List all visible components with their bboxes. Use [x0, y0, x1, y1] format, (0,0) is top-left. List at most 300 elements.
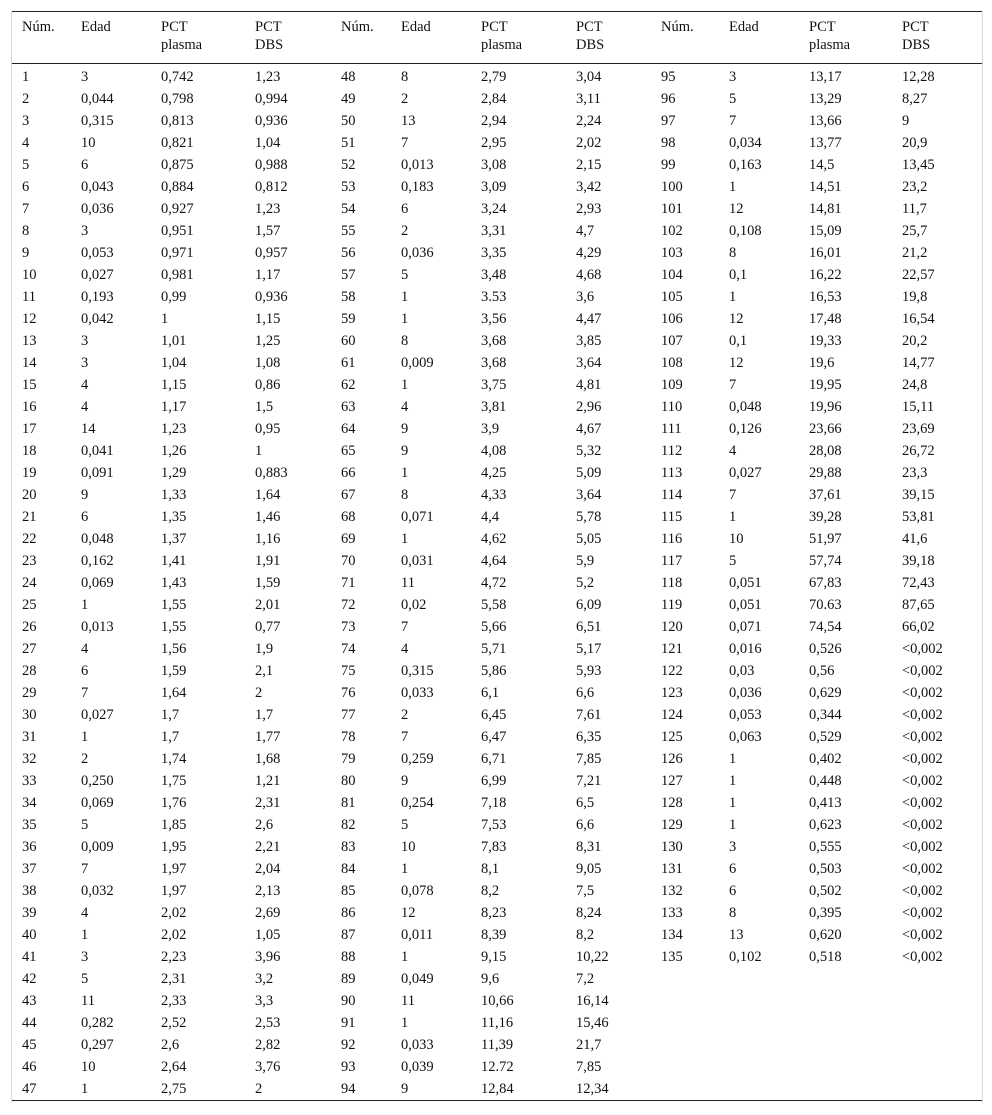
table-cell: 0,99: [161, 289, 187, 305]
table-cell: 5,32: [576, 443, 602, 459]
table-row: [12, 132, 982, 154]
table-cell: 0,994: [255, 91, 288, 107]
table-row: [12, 264, 982, 286]
table-cell: 101: [661, 201, 683, 217]
table-row: [12, 396, 982, 418]
table-cell: 16,54: [902, 311, 935, 327]
column-header: Edad: [81, 19, 111, 35]
table-row: [12, 330, 982, 352]
table-cell: 0,620: [809, 927, 842, 943]
table-cell: 15: [22, 377, 37, 393]
table-cell: 7: [401, 135, 409, 151]
table-cell: 12: [729, 311, 744, 327]
table-cell: 1,04: [255, 135, 281, 151]
table-cell: 5: [729, 553, 737, 569]
table-cell: 1,26: [161, 443, 187, 459]
table-cell: 0,009: [81, 839, 114, 855]
table-cell: 0,448: [809, 773, 842, 789]
column-header: PCT plasma: [161, 19, 203, 53]
table-cell: 105: [661, 289, 683, 305]
table-cell: 8: [401, 333, 409, 349]
table-cell: 108: [661, 355, 683, 371]
table-row: [12, 154, 982, 176]
table-cell: 123: [661, 685, 683, 701]
table-cell: 7,85: [576, 751, 602, 767]
table-cell: 13: [22, 333, 37, 349]
table-cell: 26,72: [902, 443, 935, 459]
table-cell: 1: [81, 927, 89, 943]
table-cell: 0,027: [729, 465, 762, 481]
table-cell: 23: [22, 553, 37, 569]
table-row: [12, 198, 982, 220]
table-cell: [651, 1034, 719, 1056]
table-cell: 0,053: [729, 707, 762, 723]
table-cell: 3: [22, 113, 30, 129]
table-cell: 127: [661, 773, 683, 789]
table-cell: 2: [255, 685, 263, 701]
header-row: [12, 12, 982, 64]
table-cell: 95: [661, 69, 676, 85]
table-cell: 52: [341, 157, 356, 173]
table-cell: 2: [22, 91, 30, 107]
table-row: [12, 308, 982, 330]
table-cell: [719, 1078, 799, 1101]
table-cell: 1: [161, 311, 169, 327]
table-cell: 2,31: [161, 971, 187, 987]
table-cell: 3,81: [481, 399, 507, 415]
table-row: [12, 748, 982, 770]
table-row: [12, 572, 982, 594]
table-cell: 0,981: [161, 267, 194, 283]
table-cell: 99: [661, 157, 676, 173]
table-cell: [799, 1034, 892, 1056]
table-cell: 0,297: [81, 1037, 114, 1053]
table-cell: 13,66: [809, 113, 842, 129]
table-cell: 9: [81, 487, 89, 503]
table-cell: 0,629: [809, 685, 842, 701]
table-cell: 3,96: [255, 949, 281, 965]
table-cell: 119: [661, 597, 683, 613]
table-cell: 19,96: [809, 399, 842, 415]
table-row: [12, 220, 982, 242]
table-cell: 50: [341, 113, 356, 129]
table-cell: 0,069: [81, 795, 114, 811]
table-cell: 113: [661, 465, 683, 481]
table-cell: 2,33: [161, 993, 187, 1009]
table-cell: 2,02: [161, 927, 187, 943]
column-header: Núm.: [22, 19, 55, 35]
table-cell: 129: [661, 817, 683, 833]
table-cell: 1,55: [161, 597, 187, 613]
table-cell: 5,58: [481, 597, 507, 613]
table-cell: 14,5: [809, 157, 835, 173]
table-cell: 4: [81, 641, 89, 657]
table-cell: 96: [661, 91, 676, 107]
table-cell: 70: [341, 553, 356, 569]
table-cell: 3,68: [481, 333, 507, 349]
table-cell: 34: [22, 795, 37, 811]
table-cell: <0,002: [902, 817, 943, 833]
table-cell: 1: [729, 773, 737, 789]
table-cell: 0,254: [401, 795, 434, 811]
table-cell: 3,85: [576, 333, 602, 349]
table-cell: 2,02: [161, 905, 187, 921]
table-cell: 19,33: [809, 333, 842, 349]
table-cell: 82: [341, 817, 356, 833]
table-cell: 2,93: [576, 201, 602, 217]
table-row: [12, 902, 982, 924]
table-row: [12, 858, 982, 880]
table-row: [12, 660, 982, 682]
table-cell: 30: [22, 707, 37, 723]
table-cell: <0,002: [902, 905, 943, 921]
table-cell: 7,5: [576, 883, 595, 899]
table-cell: 4,33: [481, 487, 507, 503]
table-cell: 38: [22, 883, 37, 899]
table-cell: 6,35: [576, 729, 602, 745]
table-cell: 15,09: [809, 223, 842, 239]
table-cell: 0,069: [81, 575, 114, 591]
table-cell: 10: [81, 135, 96, 151]
table-cell: 1,74: [161, 751, 187, 767]
table-cell: 11: [401, 993, 415, 1009]
table-cell: 16,53: [809, 289, 842, 305]
table-cell: 3,75: [481, 377, 507, 393]
table-cell: 1,64: [161, 685, 187, 701]
table-cell: 4,7: [576, 223, 595, 239]
table-cell: 4,68: [576, 267, 602, 283]
table-cell: 2,31: [255, 795, 281, 811]
table-cell: 6,09: [576, 597, 602, 613]
table-cell: 41,6: [902, 531, 928, 547]
table-cell: 2,96: [576, 399, 602, 415]
table-cell: [799, 1078, 892, 1101]
table-row: [12, 462, 982, 484]
table-cell: 12: [401, 905, 416, 921]
table-cell: 83: [341, 839, 356, 855]
table-cell: 69: [341, 531, 356, 547]
table-cell: 8,2: [481, 883, 500, 899]
table-cell: 1: [401, 861, 409, 877]
table-body: [12, 64, 982, 1101]
table-cell: 10: [22, 267, 37, 283]
table-cell: 10,66: [481, 993, 514, 1009]
table-cell: [651, 1012, 719, 1034]
table-cell: 12,84: [471, 1078, 566, 1101]
table-cell: 5: [81, 971, 89, 987]
table-cell: 20: [22, 487, 37, 503]
table-cell: 5,2: [576, 575, 595, 591]
table-cell: 4: [81, 377, 89, 393]
table-cell: [799, 1056, 892, 1078]
table-cell: 86: [341, 905, 356, 921]
table-cell: 0,034: [729, 135, 762, 151]
table-cell: 9: [401, 773, 409, 789]
table-cell: 3,09: [481, 179, 507, 195]
table-cell: 70.63: [809, 597, 842, 613]
column-header: PCT DBS: [576, 19, 605, 53]
table-cell: 2,01: [255, 597, 281, 613]
table-cell: <0,002: [902, 949, 943, 965]
table-row: [12, 506, 982, 528]
table-cell: 3,9: [481, 421, 500, 437]
table-cell: 8,39: [481, 927, 507, 943]
table-cell: 0,518: [809, 949, 842, 965]
table-cell: 1: [401, 531, 409, 547]
table-cell: 3,48: [481, 267, 507, 283]
table-cell: 0,031: [401, 553, 434, 569]
table-cell: 0,813: [161, 113, 194, 129]
table-cell: 0,071: [729, 619, 762, 635]
table-cell: 2,82: [255, 1037, 281, 1053]
table-cell: [651, 1056, 719, 1078]
table-cell: 11: [81, 993, 95, 1009]
table-cell: 0,041: [81, 443, 114, 459]
table-cell: 31: [22, 729, 37, 745]
table-cell: 32: [22, 751, 37, 767]
table-cell: 0,051: [729, 597, 762, 613]
table-cell: [892, 990, 982, 1012]
table-cell: 115: [661, 509, 683, 525]
table-cell: 72: [341, 597, 356, 613]
table-cell: 6,51: [576, 619, 602, 635]
table-cell: 1,95: [161, 839, 187, 855]
table-cell: 7,61: [576, 707, 602, 723]
table-cell: 19: [22, 465, 37, 481]
table-cell: 7: [401, 729, 409, 745]
table-cell: 2,23: [161, 949, 187, 965]
table-cell: 1,57: [255, 223, 281, 239]
table-cell: 18: [22, 443, 37, 459]
table-cell: 40: [22, 927, 37, 943]
table-cell: 1,7: [161, 729, 180, 745]
table-cell: 4: [22, 135, 30, 151]
table-row: [12, 484, 982, 506]
table-cell: 3,2: [255, 971, 274, 987]
table-cell: 1,97: [161, 861, 187, 877]
table-cell: 4,64: [481, 553, 507, 569]
table-cell: 6: [81, 663, 89, 679]
column-header: Edad: [401, 19, 431, 35]
table-cell: 0,011: [401, 927, 434, 943]
table-cell: 0,013: [81, 619, 114, 635]
table-cell: 0,413: [809, 795, 842, 811]
table-cell: 16,14: [576, 993, 609, 1009]
table-cell: 2,6: [161, 1037, 180, 1053]
table-cell: 8,23: [481, 905, 507, 921]
table-cell: 1,17: [255, 267, 281, 283]
table-cell: 53,81: [902, 509, 935, 525]
table-cell: 12: [22, 311, 37, 327]
column-header: Edad: [729, 19, 759, 35]
table-cell: 134: [661, 927, 683, 943]
table-cell: 29,88: [809, 465, 842, 481]
table-cell: 1: [729, 289, 737, 305]
table-row: [12, 726, 982, 748]
table-cell: 0,951: [161, 223, 194, 239]
table-cell: 14,77: [902, 355, 935, 371]
table-cell: 3.53: [481, 289, 507, 305]
table-cell: 15,11: [902, 399, 935, 415]
table-cell: 39,15: [902, 487, 935, 503]
table-cell: [799, 1012, 892, 1034]
table-cell: 19,8: [902, 289, 928, 305]
table-cell: 14: [81, 421, 96, 437]
table-cell: 1,9: [255, 641, 274, 657]
table-cell: 0,009: [401, 355, 434, 371]
table-cell: 0,927: [161, 201, 194, 217]
table-cell: 110: [661, 399, 683, 415]
table-cell: 17: [22, 421, 37, 437]
table-cell: 3,11: [576, 91, 601, 107]
table-cell: 0,503: [809, 861, 842, 877]
table-cell: 3,08: [481, 157, 507, 173]
table-cell: 37,61: [809, 487, 842, 503]
table-cell: 66,02: [902, 619, 935, 635]
table-cell: [719, 1034, 799, 1056]
table-cell: 6: [81, 509, 89, 525]
table-cell: 7: [729, 113, 737, 129]
table-cell: 1,23: [161, 421, 187, 437]
table-cell: 0,108: [729, 223, 762, 239]
table-cell: 6: [22, 179, 30, 195]
table-cell: 8: [729, 245, 737, 261]
column-header: Núm.: [661, 19, 694, 35]
table-cell: 5,09: [576, 465, 602, 481]
table-cell: 4,72: [481, 575, 507, 591]
table-cell: 87,65: [902, 597, 935, 613]
table-cell: 13,17: [809, 69, 842, 85]
table-cell: 7: [729, 487, 737, 503]
table-cell: 19,6: [809, 355, 835, 371]
table-cell: 0,102: [729, 949, 762, 965]
table-cell: 6: [729, 883, 737, 899]
table-cell: 7: [81, 685, 89, 701]
table-cell: 3,31: [481, 223, 507, 239]
table-cell: 1,04: [161, 355, 187, 371]
table-cell: 0,883: [255, 465, 288, 481]
table-cell: 0,183: [401, 179, 434, 195]
table-cell: 78: [341, 729, 356, 745]
table-cell: 116: [661, 531, 683, 547]
table-row: [12, 880, 982, 902]
table-row: [12, 418, 982, 440]
table-cell: 0,86: [255, 377, 281, 393]
table-cell: 0,033: [401, 685, 434, 701]
table-cell: 2,15: [576, 157, 602, 173]
table-cell: 1,75: [161, 773, 187, 789]
table-cell: 2,04: [255, 861, 281, 877]
table-cell: 21: [22, 509, 37, 525]
table-cell: 54: [341, 201, 356, 217]
table-cell: 4: [401, 399, 409, 415]
table-row: [12, 528, 982, 550]
table-cell: 0,053: [81, 245, 114, 261]
table-cell: [892, 968, 982, 990]
table-cell: 0,529: [809, 729, 842, 745]
table-cell: 0,162: [81, 553, 114, 569]
table-cell: <0,002: [902, 707, 943, 723]
table-cell: 1: [729, 751, 737, 767]
table-cell: 1,08: [255, 355, 281, 371]
table-row: [12, 374, 982, 396]
table-cell: 8: [401, 69, 409, 85]
table-cell: 2,1: [255, 663, 274, 679]
table-cell: [719, 1012, 799, 1034]
table-cell: 85: [341, 883, 356, 899]
table-cell: 1,64: [255, 487, 281, 503]
table-cell: 59: [341, 311, 356, 327]
table-cell: 5: [729, 91, 737, 107]
table-cell: 1,56: [161, 641, 187, 657]
table-cell: 128: [661, 795, 683, 811]
table-cell: 21,7: [576, 1037, 602, 1053]
table-cell: 20,9: [902, 135, 928, 151]
table-cell: 60: [341, 333, 356, 349]
table-cell: 1,37: [161, 531, 187, 547]
table-cell: 4,4: [481, 509, 500, 525]
table-row: [12, 968, 982, 990]
table-cell: 1: [255, 443, 263, 459]
table-cell: 103: [661, 245, 683, 261]
table-cell: 14,51: [809, 179, 842, 195]
table-cell: 0,971: [161, 245, 194, 261]
table-cell: 57,74: [809, 553, 842, 569]
table-cell: 0,821: [161, 135, 194, 151]
table-cell: 0,163: [729, 157, 762, 173]
table-cell: 8,1: [481, 861, 500, 877]
table-cell: 21,2: [902, 245, 928, 261]
table-cell: 3,04: [576, 69, 602, 85]
table-cell: 5,05: [576, 531, 602, 547]
table-cell: 2,69: [255, 905, 281, 921]
table-cell: 1,91: [255, 553, 281, 569]
table-cell: 0,395: [809, 905, 842, 921]
table-cell: 0,502: [809, 883, 842, 899]
table-cell: 4: [81, 399, 89, 415]
table-cell: 93: [341, 1059, 356, 1075]
table-row: [12, 1012, 982, 1034]
table-cell: [892, 1078, 982, 1101]
table-cell: 0,027: [81, 707, 114, 723]
table-cell: 0,742: [161, 69, 194, 85]
table-cell: 114: [661, 487, 683, 503]
table-cell: 45: [22, 1037, 37, 1053]
table-cell: 98: [661, 135, 676, 151]
table-cell: <0,002: [902, 795, 943, 811]
table-cell: 0,043: [81, 179, 114, 195]
table-cell: 8: [401, 487, 409, 503]
table-cell: 1: [401, 289, 409, 305]
table-cell: 0,259: [401, 751, 434, 767]
table-row: [12, 924, 982, 946]
table-cell: 74: [341, 641, 356, 657]
table-cell: 9: [902, 113, 910, 129]
table-cell: 7,2: [576, 971, 595, 987]
table-cell: 1: [401, 1015, 409, 1031]
table-cell: 0,078: [401, 883, 434, 899]
table-cell: 118: [661, 575, 683, 591]
table-cell: 120: [661, 619, 683, 635]
table-cell: 5,78: [576, 509, 602, 525]
table-row: [12, 110, 982, 132]
table-cell: 126: [661, 751, 683, 767]
table-cell: 22,57: [902, 267, 935, 283]
table-cell: 3,76: [255, 1059, 281, 1075]
table-cell: 6: [401, 201, 409, 217]
table-cell: 2,52: [161, 1015, 187, 1031]
table-cell: 0,032: [81, 883, 114, 899]
